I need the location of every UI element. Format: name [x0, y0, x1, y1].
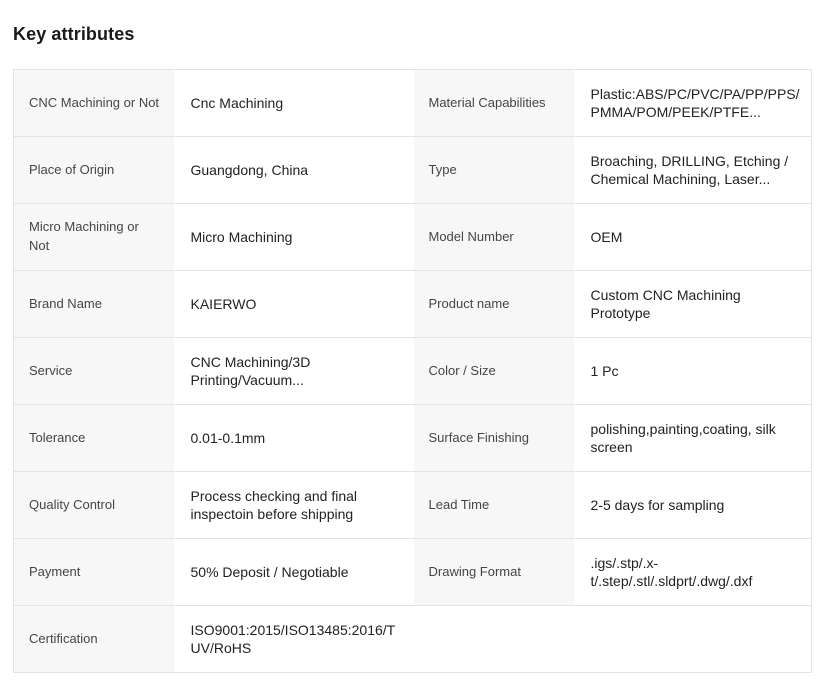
attr-label: Brand Name	[14, 271, 174, 338]
attr-value: .igs/.stp/.x-t/.step/.stl/.sldprt/.dwg/.dxf	[574, 539, 812, 606]
attr-value: OEM	[574, 204, 812, 271]
attr-value: 0.01-0.1mm	[174, 405, 414, 472]
attr-label: Product name	[414, 271, 574, 338]
attr-label: Surface Finishing	[414, 405, 574, 472]
attr-label: Material Capabilities	[414, 70, 574, 137]
attr-value: 1 Pc	[574, 338, 812, 405]
attr-value: polishing,painting,coating, silk screen	[574, 405, 812, 472]
table-row	[14, 405, 812, 472]
attr-label: Type	[414, 137, 574, 204]
attr-value: ISO9001:2015/ISO13485:2016/TUV/RoHS	[174, 606, 812, 673]
table-row	[14, 70, 812, 137]
table-row	[14, 338, 812, 405]
attr-label: Certification	[14, 606, 174, 673]
attr-label: Place of Origin	[14, 137, 174, 204]
attr-label: Quality Control	[14, 472, 174, 539]
attr-label: Micro Machining or Not	[14, 204, 174, 271]
attr-label: Drawing Format	[414, 539, 574, 606]
attr-label: Color / Size	[414, 338, 574, 405]
attr-label: Tolerance	[14, 405, 174, 472]
attr-label: Model Number	[414, 204, 574, 271]
attr-label: Payment	[14, 539, 174, 606]
table-row	[14, 606, 812, 673]
table-row	[14, 204, 812, 271]
section-title: Key attributes	[13, 24, 135, 44]
table-row	[14, 137, 812, 204]
attr-value: 50% Deposit / Negotiable	[174, 539, 414, 606]
attr-value: Process checking and final inspectoin before shipping	[174, 472, 414, 539]
attr-label: CNC Machining or Not	[14, 70, 174, 137]
attr-value: Guangdong, China	[174, 137, 414, 204]
attr-value: Micro Machining	[174, 204, 414, 271]
attr-value: Plastic:ABS/PC/PVC/PA/PP/PPS/PMMA/POM/PEEK/PTFE...	[574, 70, 812, 137]
table-row	[14, 539, 812, 606]
table-row	[14, 271, 812, 338]
attr-value: Custom CNC Machining Prototype	[574, 271, 812, 338]
attr-value: 2-5 days for sampling	[574, 472, 812, 539]
attr-value: CNC Machining/3D Printing/Vacuum...	[174, 338, 414, 405]
attr-value: Broaching, DRILLING, Etching / Chemical Machining, Laser...	[574, 137, 812, 204]
attr-value: Cnc Machining	[174, 70, 414, 137]
attr-label: Lead Time	[414, 472, 574, 539]
table-row	[14, 472, 812, 539]
key-attributes-table	[13, 69, 812, 673]
attr-value: KAIERWO	[174, 271, 414, 338]
attr-label: Service	[14, 338, 174, 405]
